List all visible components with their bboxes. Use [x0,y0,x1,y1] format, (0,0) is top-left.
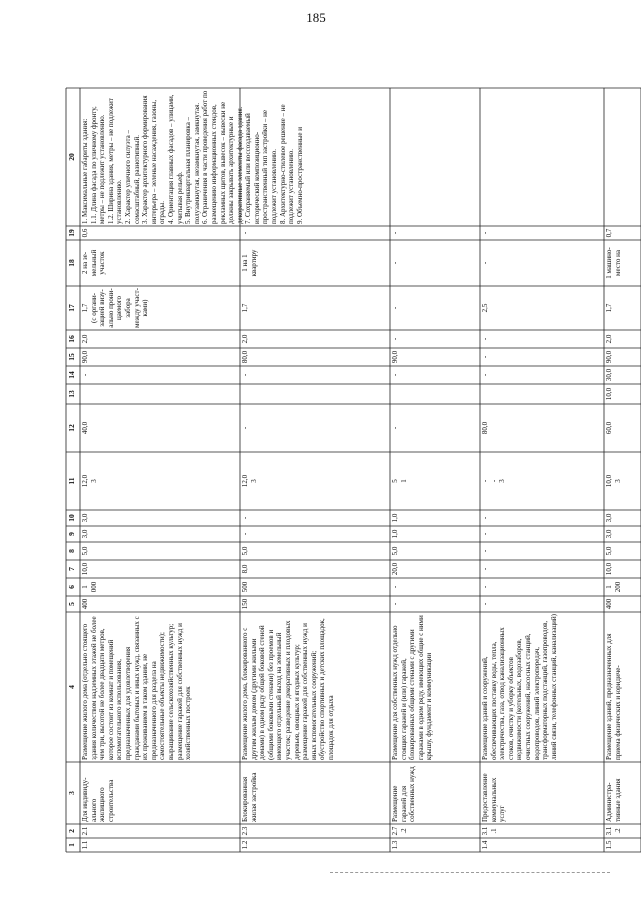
table-cell: 2.3 [241,826,249,836]
table-cell: 5,0 [391,546,399,556]
column-header: 18 [67,259,76,267]
column-header: 3 [67,791,76,795]
scan-artifact-line [330,872,610,873]
table-cell: - [391,373,399,377]
table-cell: 10,0 [81,562,89,576]
table-cell: 1,0 [391,513,399,523]
table-cell: 80,0 [481,421,489,435]
column-header: 1 [67,843,76,847]
table-cell [240,384,390,404]
table-cell: 60,0 [605,421,613,435]
table-cell: - [391,585,399,589]
column-header: 20 [67,153,76,161]
table-cell: 2,0 [605,334,613,344]
table-cell: 1.4 [481,840,489,850]
table-cell: - [241,373,249,377]
table-cell: 1,0 [391,529,399,539]
table-cell: 90,0 [605,350,613,364]
table-cell [480,88,604,226]
column-header: 19 [67,229,76,237]
table-cell: Размещение гаражей для собственных нужд [391,766,417,822]
table-cell: 500 [241,581,249,593]
table-cell: - [481,585,489,589]
table-cell: 5 1 [391,479,408,483]
table-cell: 40,0 [81,421,89,435]
table-cell: 1,7 [241,303,249,313]
column-header: 6 [67,585,76,589]
column-header: 11 [67,477,76,485]
table-cell: - [481,261,489,265]
table-cell: Размещение зданий, предназначенных для приема физических и юридиче- [605,631,622,760]
table-cell: 20,0 [391,562,399,576]
table-cell: - [481,355,489,359]
table-cell: 150 [241,598,249,610]
table-cell: - [481,516,489,520]
column-header: 4 [67,685,76,689]
table-cell: 2 на зе-мельный участок [81,248,107,277]
table-cell: - [481,602,489,606]
table-cell: 30,0 [605,368,613,382]
table-cell: 1 000 [81,581,98,593]
table-cell: - [241,532,249,536]
table-cell: 5,0 [241,546,249,556]
table-cell: 1.2 [241,840,249,850]
table-cell: Размещение жилого дома, блокированного с другим жилым домом (другими жилыми домами) в одном ряду общей боковой стеной (общими боковыми стенами) без проемов и имеющего отдельный выход на земельный участок; разведение декоративных и плодовых деревьев, овощных и ягодных культур; размещение гаражей для собственных нужд и иных вспомогательных сооружений; обустройство спортивных и детских площадок, площадок для отдыха [241,616,335,760]
table-cell: Размещение зданий и сооружений, обеспечивающих поставку воды, тепла, электричества, газа, отвод канализационных стоков, очистку и уборку объектов недвижимости (котельных, водозаборов, очистных сооружений, насосных станций, водопроводов, линий электропередач, трансформаторных подстанций, газопроводов, линий связи, телефонных станций, канализаций) [481,614,558,760]
table-cell: 3,0 [605,513,613,523]
table-cell: 12,0 3 [81,474,98,488]
page-number: 185 [306,10,326,25]
table-cell: 3,0 [81,513,89,523]
table-cell: - - 3 [481,479,507,483]
table-cell: 1,7 (с органи-зацией визу-ально прони-цаемого забора между участ-ками) [81,288,150,328]
table-cell: 5,0 [605,546,613,556]
table-cell: - [481,532,489,536]
table-cell: Для индивиду-ального жилищного строительства [81,777,115,822]
table-cell: - [481,567,489,571]
table-cell: - [391,306,399,310]
table-cell: 8,0 [241,564,249,574]
table-cell: 400 [605,598,613,610]
table-cell: 3,0 [605,529,613,539]
table-cell: - [391,602,399,606]
table-cell: 10,0 [605,387,613,401]
table-cell: - [81,373,89,377]
table-cell: 1.1 [81,840,89,850]
table-cell: - [241,231,249,235]
table-cell: - [241,426,249,430]
table-cell [240,88,390,226]
table-cell: Блокированная жилая застройка [241,772,258,822]
table-cell: 1,7 [605,303,613,313]
table-grid [66,60,641,852]
table-cell: - [241,516,249,520]
table-cell: 3,0 [81,529,89,539]
table-cell: - [481,549,489,553]
column-header: 5 [67,602,76,606]
column-header: 15 [67,353,76,361]
table-cell [604,88,641,226]
table-cell: 2,0 [81,334,89,344]
table-cell: 2,0 [241,334,249,344]
table-cell: - [391,231,399,235]
table-cell: 2,5 [481,303,489,313]
table-cell [390,384,480,404]
table-cell: - [391,337,399,341]
table-cell: - [481,373,489,377]
table-cell: Размещение для собственных нужд отдельно стоящих гаражей и (или) гаражей, блокированных общими стенами с другими гаражами в одном ряду, имеющих общие с ними крышу, фундамент и коммуникации [391,613,434,760]
column-header: 14 [67,371,76,379]
table-cell: Предоставление коммунальных услуг [481,771,507,822]
table-cell: - [391,426,399,430]
column-header: 12 [67,424,76,432]
table-cell: 10,0 [605,562,613,576]
column-header: 2 [67,829,76,833]
column-header: 10 [67,514,76,522]
table-cell: 400 [81,598,89,610]
table-cell [80,384,240,404]
table-cell: 1. Максимальные габариты здания: 1.1. Длина фасада по уличному фронту, метры – не подлежит установлению. 1.2. Ширина здания, метры – не подлежит установлению. 2. Характер уличного силуэта – сомасштабный, разнотипный. 3. Характер архитектурного формирования интерьера – зеленые насаждения, газоны, ограды. 4. Ориентация главных фасадов – улицами, учитывая рельеф. 5. Внутриквартальная планировка – полузамкнутая, незамкнутая, замкнутая. 6. Ограничения в части проведения работ по размещению информационных стендов, рекламных щитов, вывесок – вывески не должны закрывать архитектурные и декоративные элементы фасада здания. 7. Сохраняемый или воссоздаваемый исторический композиционно-пространственный тип застройки – не подлежит установлению. 8. Архитектурно-стилевое решение – не подлежит установлению. 9. Объемно-пространственные и [81,90,304,224]
table-cell: 10,0 3 [605,474,622,488]
table-cell: 5,0 [81,546,89,556]
table-cell: 3.1.1 [481,826,498,836]
column-header: 13 [67,390,76,398]
table-cell: 1.5 [605,840,613,850]
table-cell: 1 на 1 квартиру [241,249,258,277]
table-cell: 12,0 3 [241,474,258,488]
table-cell: 0,6 [81,228,89,238]
regulations-table [66,60,641,852]
table-cell: 90,0 [81,350,89,364]
column-header: 8 [67,549,76,553]
table-cell: Размещение жилого дома (отдельно стоящего здания количеством надземных этажей не более чем три, высотой не более двадцати метров, которое состоит из комнат и помещений вспомогательного использования, предназначенных для удовлетворения гражданами бытовых и иных нужд, связанных с их проживанием в таком здании, не предназначенного для раздела на самостоятельные объекты недвижимости); выращивание сельскохозяйственных культур; размещение гаражей для собственных нужд и хозяйственных построек [81,614,193,760]
table-cell: 1 машино-место на [605,247,622,279]
table-cell [480,384,604,404]
table-cell: 3.1.2 [605,826,622,836]
table-cell: 1 200 [605,581,622,593]
column-header: 17 [67,304,76,312]
table-cell: 2.1 [81,826,89,836]
table-cell: 2.7.2 [391,826,408,836]
column-header: 9 [67,532,76,536]
table-cell: 0,7 [605,228,613,238]
column-header: 7 [67,567,76,571]
table-cell: - [481,337,489,341]
table-cell: 1.3 [391,840,399,850]
table-cell: - [481,231,489,235]
table-cell: 80,0 [241,350,249,364]
table-cell: - [391,261,399,265]
column-header: 16 [67,335,76,343]
table-cell: 90,0 [391,350,399,364]
table-cell [390,88,480,226]
table-cell: Администра-тивные здания [605,778,622,822]
